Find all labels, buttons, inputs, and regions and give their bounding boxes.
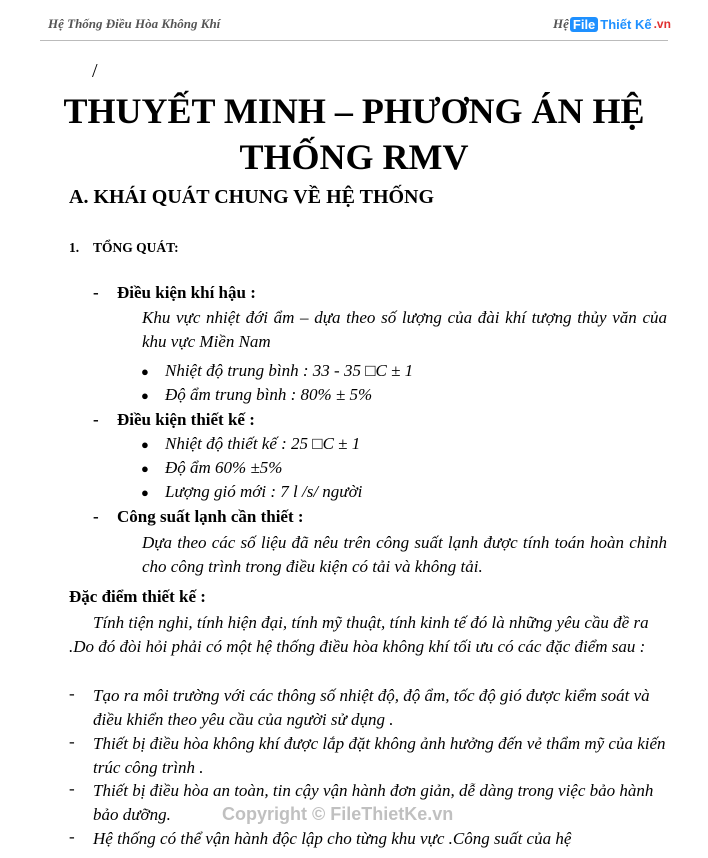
capacity-paragraph: Dựa theo các số liệu đã nêu trên công suất lạnh được tính toán hoàn chỉnh cho công trình trong điều kiện có tải và không tải. [142, 533, 667, 576]
list-dash: - [93, 507, 99, 526]
design-bullet-3: Lượng gió mới : 7 l /s/ người [165, 482, 363, 501]
feature-item-3: Thiết bị điều hòa an toàn, tin cậy vận hành đơn giản, dễ dàng trong việc bảo hành bảo dưỡng. [93, 781, 654, 824]
header-divider [40, 40, 668, 41]
design-bullet-2: Độ ẩm 60% ±5% [165, 458, 283, 477]
features-intro: Tính tiện nghi, tính hiện đại, tính mỹ thuật, tính kinh tế đó là những yêu cầu đề ra .Do đó đòi hỏi phải có một hệ thống điều hòa không khí tối ưu có các đặc điểm sau : [69, 613, 649, 656]
list-dash: - [69, 684, 75, 703]
header-logo [553, 16, 671, 32]
subsection-label: TỔNG QUÁT: [93, 240, 179, 255]
design-heading: Điều kiện thiết kế : [117, 410, 255, 429]
feature-item-4: Hệ thống có thể vận hành độc lập cho từng khu vực .Công suất của hệ [93, 829, 572, 848]
header-title: Hệ Thống Điều Hòa Không Khí [48, 16, 221, 31]
bullet-dot: ● [141, 485, 149, 500]
header-prefix: Hệ [553, 16, 569, 31]
capacity-heading: Công suất lạnh cần thiết : [117, 507, 304, 526]
feature-item-1: Tạo ra môi trường với các thông số nhiệt độ, độ ẩm, tốc độ gió được kiểm soát và điều khiển theo yêu cầu của người sử dụng . [93, 686, 650, 729]
list-dash: - [69, 827, 75, 846]
climate-heading: Điều kiện khí hậu : [117, 283, 256, 302]
list-dash: - [93, 283, 99, 302]
document-title [30, 88, 678, 180]
features-heading: Đặc điểm thiết kế : [69, 587, 206, 606]
bullet-dot: ● [141, 437, 149, 452]
bullet-dot: ● [141, 364, 149, 379]
section-a-heading: A. KHÁI QUÁT CHUNG VỀ HỆ THỐNG [69, 186, 435, 208]
logo-domain: .vn [653, 17, 671, 31]
design-bullet-1: Nhiệt độ thiết kế : 25 □C ± 1 [165, 434, 361, 453]
bullet-dot: ● [141, 388, 149, 403]
subsection-number: 1. [69, 240, 80, 255]
climate-paragraph: Khu vực nhiệt đới ẩm – dựa theo số lượng của đài khí tượng thủy văn của khu vực Miền Nam [142, 308, 667, 351]
list-dash: - [93, 410, 99, 429]
subsection-1-heading [69, 240, 179, 256]
list-dash: - [69, 779, 75, 798]
copyright-watermark: Copyright © FileThietKe.vn [222, 804, 454, 824]
climate-bullet-1: Nhiệt độ trung bình : 33 - 35 □C ± 1 [165, 361, 414, 380]
title-line-1: THUYẾT MINH – PHƯƠNG ÁN HỆ [63, 91, 645, 131]
list-dash: - [69, 732, 75, 751]
title-line-2: THỐNG RMV [239, 137, 469, 177]
logo-text: Thiết Kế [600, 16, 652, 32]
bullet-dot: ● [141, 461, 149, 476]
logo-file-badge: File [570, 17, 598, 32]
text-cursor: / [92, 60, 98, 82]
feature-item-2: Thiết bị điều hòa không khí được lắp đặt không ảnh hưởng đến vẻ thẩm mỹ của kiến trúc công trình . [93, 734, 666, 777]
climate-bullet-2: Độ ẩm trung bình : 80% ± 5% [165, 385, 373, 404]
